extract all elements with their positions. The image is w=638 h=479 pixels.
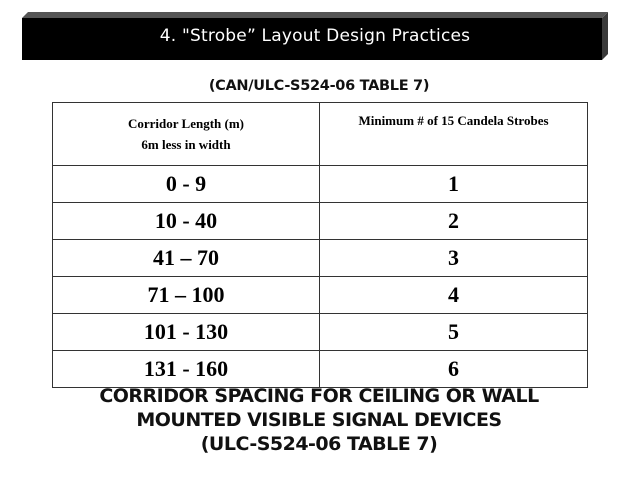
caption-line1: CORRIDOR SPACING FOR CEILING OR WALL: [99, 385, 539, 407]
cell-strobes: 5: [320, 314, 588, 351]
table-row: [53, 351, 588, 388]
table-row: [53, 203, 588, 240]
strobe-table: [52, 102, 588, 388]
cell-length: 41 – 70: [53, 240, 320, 277]
header-corridor-length-line2: 6m less in width: [141, 137, 231, 152]
caption-line3: (ULC-S524-06 TABLE 7): [200, 433, 438, 455]
header-corridor-length: [53, 103, 320, 166]
table-subtitle: (CAN/ULC-S524-06 TABLE 7): [208, 78, 430, 94]
cell-strobes: 3: [320, 240, 588, 277]
title-banner: [22, 12, 608, 60]
cell-length: 131 - 160: [53, 351, 320, 388]
cell-strobes: 4: [320, 277, 588, 314]
header-corridor-length-line1: Corridor Length (m): [127, 116, 245, 131]
table-row: [53, 240, 588, 277]
banner-title: 4. "Strobe” Layout Design Practices: [159, 26, 471, 46]
table-row: [53, 314, 588, 351]
cell-strobes: 2: [320, 203, 588, 240]
caption-line2: MOUNTED VISIBLE SIGNAL DEVICES: [136, 409, 502, 431]
table-row: [53, 277, 588, 314]
table-header-row: [53, 103, 588, 166]
cell-length: 0 - 9: [53, 166, 320, 203]
caption: [0, 384, 638, 456]
table-row: [53, 166, 588, 203]
cell-length: 101 - 130: [53, 314, 320, 351]
cell-length: 10 - 40: [53, 203, 320, 240]
header-min-strobes: Minimum # of 15 Candela Strobes: [320, 103, 588, 166]
cell-strobes: 1: [320, 166, 588, 203]
cell-length: 71 – 100: [53, 277, 320, 314]
cell-strobes: 6: [320, 351, 588, 388]
